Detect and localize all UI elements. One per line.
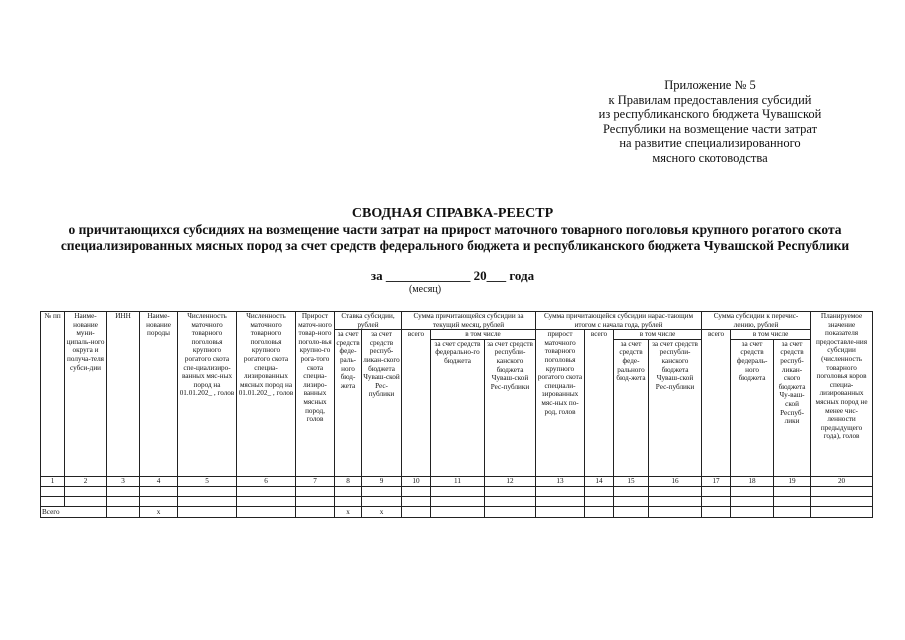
column-number: 20 — [811, 476, 873, 486]
header-cell: всего — [585, 330, 614, 477]
total-label: Всего — [41, 506, 107, 517]
table-cell — [585, 486, 614, 496]
header-subgroup: в том числе — [614, 330, 702, 340]
table-cell — [649, 496, 702, 506]
table-cell — [702, 506, 731, 517]
table-cell — [362, 496, 402, 506]
appendix-line: на развитие специализированного — [619, 136, 801, 150]
table-cell — [731, 506, 774, 517]
header-row-1 — [41, 312, 873, 330]
header-group-rate: Ставка субсидии, рублей — [335, 312, 402, 330]
header-cell: ИНН — [107, 312, 140, 477]
header-cell: Численность маточного товарного поголовья крупного рогатого скота спе-циализиро-ванных мяс-ных пород на 01.01.202_ , голов — [178, 312, 237, 477]
table-cell — [774, 496, 811, 506]
header-cell: прирост маточного товарного поголовья крупного рогатого скота специали-зированных мяс-ных по-род, голов — [536, 330, 585, 477]
table-cell — [614, 486, 649, 496]
table-cell — [65, 496, 107, 506]
header-cell: всего — [402, 330, 431, 477]
column-number: 17 — [702, 476, 731, 486]
table-cell — [585, 496, 614, 506]
column-number: 9 — [362, 476, 402, 486]
appendix-line: Республики на возмещение части затрат — [602, 121, 818, 136]
header-cell: № пп — [41, 312, 65, 477]
table-cell — [107, 506, 140, 517]
header-cell: за счет средств федераль-ного бюджета — [731, 339, 774, 476]
header-cell: за счет средств феде-раль-ного бюд-жета — [335, 330, 362, 477]
register-table — [40, 311, 873, 518]
table-cell — [335, 496, 362, 506]
table-cell — [335, 486, 362, 496]
column-number: 12 — [485, 476, 536, 486]
total-row — [41, 506, 873, 517]
column-number: 2 — [65, 476, 107, 486]
appendix-line: Приложение № 5 — [664, 78, 756, 92]
table-cell — [485, 486, 536, 496]
header-cell: всего — [702, 330, 731, 477]
table-cell — [774, 506, 811, 517]
table-cell — [178, 486, 237, 496]
table-cell — [731, 486, 774, 496]
appendix-block — [560, 78, 860, 165]
table-cell — [536, 496, 585, 506]
header-cell: Планируемое значение показателя предоставле-ния субсидии (численность товарного поголовья коров специа-лизированных мясных пород не менее чис-ленности предыдущего года), голов — [811, 312, 873, 477]
table-cell — [402, 486, 431, 496]
report-period: за _____________ 20___ года — [370, 268, 535, 283]
header-cell: за счет средств федерально-го бюджета — [431, 339, 485, 476]
table-cell — [107, 486, 140, 496]
appendix-line: мясного скотоводства — [652, 150, 768, 165]
header-cell: Прирост маточ-ного товар-ного поголо-вья крупно-го рога-того скота специа-лизиро-ванных мясных пород, голов — [296, 312, 335, 477]
month-caption: (месяц) — [408, 284, 442, 295]
column-number: 3 — [107, 476, 140, 486]
column-number: 19 — [774, 476, 811, 486]
column-number-row — [41, 476, 873, 486]
table-row — [41, 496, 873, 506]
table-cell — [402, 496, 431, 506]
column-number: 11 — [431, 476, 485, 486]
table-cell — [107, 496, 140, 506]
table-cell — [585, 506, 614, 517]
table-cell — [614, 506, 649, 517]
column-number: 6 — [237, 476, 296, 486]
table-cell — [296, 486, 335, 496]
header-cell: Численность маточного товарного поголовья крупного рогатого скота специа-лизированных мясных пород на 01.01.202_ , голов — [237, 312, 296, 477]
table-cell — [237, 486, 296, 496]
column-number: 18 — [731, 476, 774, 486]
table-cell — [485, 506, 536, 517]
total-x-mark: х — [335, 506, 362, 517]
table-cell — [431, 506, 485, 517]
table-cell — [702, 496, 731, 506]
table-cell — [649, 486, 702, 496]
document-title: СВОДНАЯ СПРАВКА-РЕЕСТР — [351, 206, 554, 221]
column-number: 5 — [178, 476, 237, 486]
table-cell — [296, 496, 335, 506]
table-cell — [774, 486, 811, 496]
column-number: 16 — [649, 476, 702, 486]
column-number: 4 — [140, 476, 178, 486]
header-cell: Наиме-нование муни-ципаль-ного округа и получа-теля субси-дии — [65, 312, 107, 477]
table-cell — [362, 486, 402, 496]
table-cell — [731, 496, 774, 506]
table-cell — [178, 506, 237, 517]
total-x-mark: х — [140, 506, 178, 517]
table-cell — [237, 496, 296, 506]
table-cell — [485, 496, 536, 506]
table-cell — [140, 486, 178, 496]
column-number: 7 — [296, 476, 335, 486]
table-cell — [431, 486, 485, 496]
table-row — [41, 486, 873, 496]
table-cell — [41, 496, 65, 506]
header-subgroup: в том числе — [431, 330, 536, 340]
table-cell — [811, 486, 873, 496]
header-cell: за счет средств республи-канского бюджета Чуваш-ской Рес-публики — [485, 339, 536, 476]
header-group-month: Сумма причитающейся субсидии за текущий месяц, рублей — [402, 312, 536, 330]
column-number: 14 — [585, 476, 614, 486]
table-cell — [402, 506, 431, 517]
column-number: 8 — [335, 476, 362, 486]
table-cell — [614, 496, 649, 506]
table-cell — [649, 506, 702, 517]
header-cell: Наиме-нование породы — [140, 312, 178, 477]
column-number: 1 — [41, 476, 65, 486]
table-cell — [811, 506, 873, 517]
table-cell — [702, 486, 731, 496]
column-number: 10 — [402, 476, 431, 486]
header-subgroup: в том числе — [731, 330, 811, 340]
table-cell — [296, 506, 335, 517]
appendix-line: к Правилам предоставления субсидий — [608, 92, 812, 107]
table-cell — [431, 496, 485, 506]
table-cell — [237, 506, 296, 517]
table-cell — [140, 496, 178, 506]
table-cell — [178, 496, 237, 506]
column-number: 15 — [614, 476, 649, 486]
table-cell — [536, 486, 585, 496]
table-cell — [811, 496, 873, 506]
header-group-cumulative: Сумма причитающейся субсидии нарас-тающим итогом с начала года, рублей — [536, 312, 702, 330]
document-subtitle: о причитающихся субсидиях на возмещение части затрат на прирост маточного товарного поголовья крупного рогатого скота специализированных мясных пород за счет средств федерального бюджета и республиканского бюджета Чувашской Республики — [60, 222, 850, 253]
header-cell: за счет средств респуб-ликан-ского бюджета Чуваш-ской Рес-публики — [362, 330, 402, 477]
header-cell: за счет средств республи-канского бюджета Чуваш-ской Рес-публики — [649, 339, 702, 476]
total-x-mark: х — [362, 506, 402, 517]
appendix-line: из республиканского бюджета Чувашской — [598, 107, 822, 121]
header-cell: за счет средств респуб-ликан-ского бюджета Чу-ваш-ской Респуб-лики — [774, 339, 811, 476]
table-cell — [536, 506, 585, 517]
header-group-transfer: Сумма субсидии к перечис-лению, рублей — [702, 312, 811, 330]
table-cell — [41, 486, 65, 496]
header-cell: за счет средств феде-рального бюд-жета — [614, 339, 649, 476]
table-cell — [65, 486, 107, 496]
column-number: 13 — [536, 476, 585, 486]
